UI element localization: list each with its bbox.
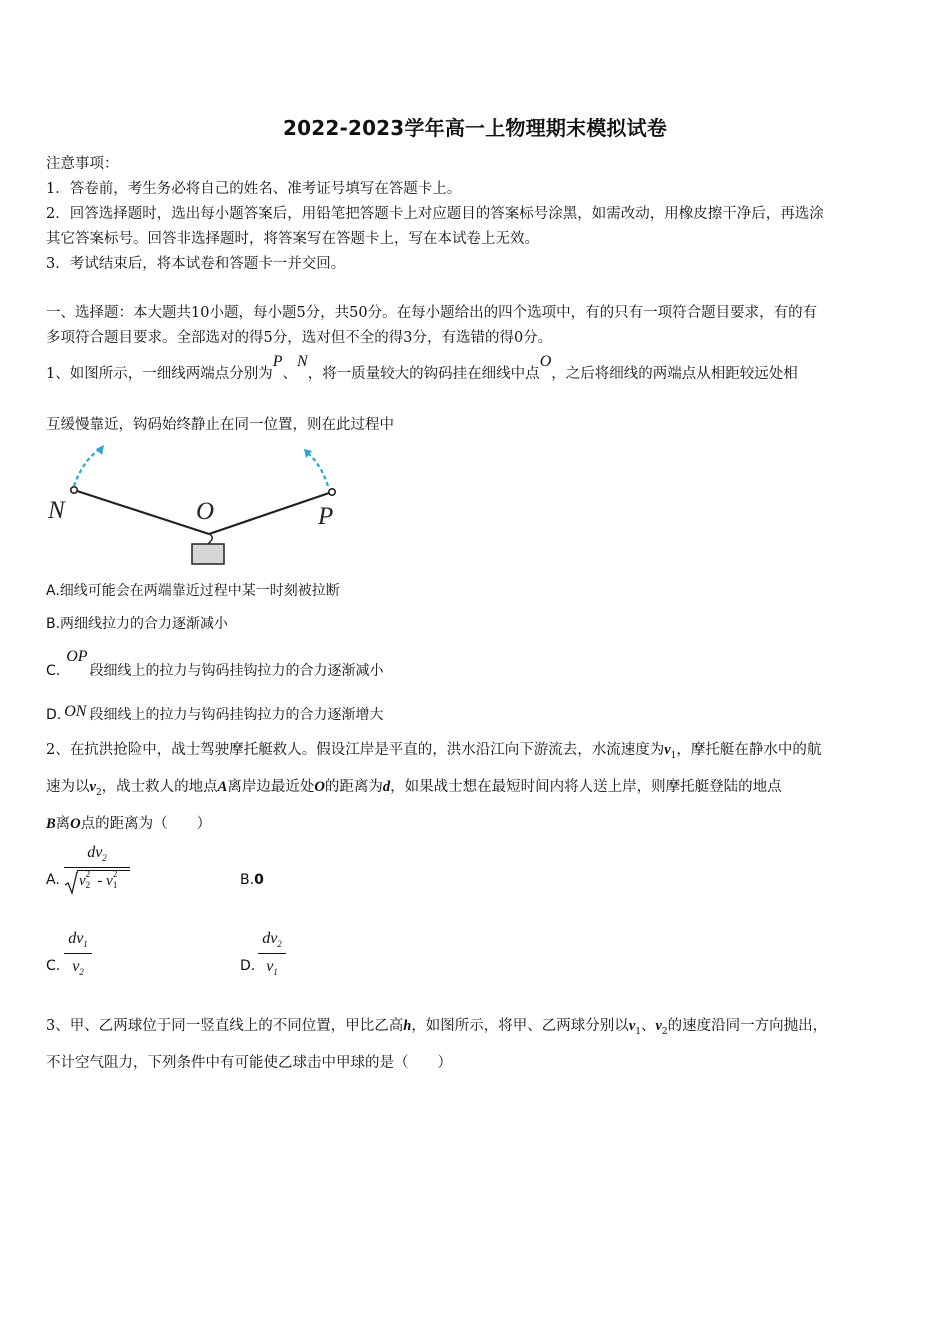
q2-option-d-fraction: $dv_2$ $v_1$ — [258, 930, 286, 977]
q2-v2: v — [89, 779, 96, 795]
q2-text-1b: ，摩托艇在静水中的航 — [676, 742, 822, 758]
section-intro-2: 多项符合题目要求。全部选对的得5分，选对但不全的得3分，有选错的得0分。 — [46, 330, 553, 346]
left-arrowhead-icon — [96, 445, 104, 455]
q1-symbol-n: N — [297, 353, 308, 370]
q3-stem-line-2: 不计空气阻力，下列条件中有可能使乙球击中甲球的是（ ） — [46, 1055, 452, 1071]
q2-stem-line-1 — [46, 738, 908, 761]
q2-v2-sub: 2 — [95, 787, 102, 798]
notice-item-2a: 2．回答选择题时，选出每小题答案后，用铅笔把答题卡上对应题目的答案标号涂黑，如需改动，用橡皮擦干净后，再选涂 — [46, 206, 824, 222]
root-minus: - — [93, 873, 107, 889]
q1-text-a: 1、如图所示，一细线两端点分别为 — [46, 366, 273, 382]
q1-text-b: ，将一质量较大的钩码挂在细线中点 — [307, 366, 540, 382]
q2-v1: v — [664, 742, 671, 758]
q1-text-c: ，之后将细线的两端点从相距较远处相 — [551, 366, 798, 382]
q1-option-a: A.细线可能会在两端靠近过程中某一时刻被拉断 — [46, 583, 340, 599]
q1-sep: 、 — [282, 366, 298, 382]
q1-option-d-symbol: ON — [64, 703, 87, 720]
sqrt-sign-icon — [64, 871, 78, 895]
q2-point-b: B — [46, 816, 56, 832]
q2-stem-line-2 — [46, 775, 908, 798]
page-title: 2022-2023学年高一上物理期末模拟试卷 — [282, 116, 668, 140]
right-arrowhead-icon — [304, 449, 312, 458]
root-v1-scripts: 2 1 — [112, 869, 118, 890]
q2-point-o-2: O — [70, 816, 81, 832]
q2-point-a: A — [217, 779, 228, 795]
q2-option-b-value: 0 — [254, 872, 264, 888]
q2-option-a-label: A. — [46, 872, 60, 888]
q2-point-o: O — [314, 779, 325, 795]
notice-item-1: 1．答卷前，考生务必将自己的姓名、准考证号填写在答题卡上。 — [46, 181, 462, 197]
q2-text-3a: 离 — [55, 816, 71, 832]
q1-option-d-text: 段细线上的拉力与钩码挂钩拉力的合力逐渐增大 — [89, 707, 384, 723]
string-right — [209, 492, 332, 534]
label-n: N — [48, 497, 65, 524]
q1-figure — [44, 440, 354, 568]
q3-v2-sub: 2 — [661, 1026, 668, 1037]
section-intro-1: 一、选择题：本大题共10小题，每小题5分，共50分。在每小题给出的四个选项中，有的只有一项符合题目要求，有的有 — [46, 305, 818, 321]
end-point-n — [71, 487, 77, 493]
q3-v1: v — [628, 1018, 636, 1034]
weight-block — [192, 544, 224, 564]
q1-option-d — [46, 704, 908, 724]
end-point-p — [329, 489, 335, 495]
notice-item-3: 3．考试结束后，将本试卷和答题卡一并交回。 — [46, 256, 346, 272]
q3-text-1b: ，如图所示，将甲、乙两球分别以 — [411, 1018, 629, 1034]
q2-text-3b: 点的距离为（ ） — [80, 816, 212, 832]
q2-option-c-label: C. — [46, 958, 61, 974]
q1-option-c-label: C. — [46, 663, 61, 679]
q3-text-1d: 的速度沿同一方向抛出， — [667, 1018, 828, 1034]
q3-sep: 、 — [640, 1018, 656, 1034]
q1-symbol-o: O — [539, 353, 552, 370]
q1-option-c — [46, 648, 908, 680]
q2-v1-sub: 1 — [670, 750, 677, 761]
q2-stem-line-3 — [46, 812, 908, 833]
notice-heading: 注意事项： — [46, 156, 119, 172]
q2-option-a-fraction — [64, 844, 130, 896]
q1-stem-line-2: 互缓慢靠近，钩码始终静止在同一位置，则在此过程中 — [46, 417, 394, 433]
q3-text-1a: 3、甲、乙两球位于同一竖直线上的不同位置，甲比乙高 — [46, 1018, 404, 1034]
q2-text-2d: 的距离为 — [324, 779, 383, 795]
q1-symbol-p: P — [272, 353, 283, 370]
q1-option-c-symbol: OP — [66, 648, 88, 665]
q3-v1-sub: 1 — [635, 1026, 641, 1037]
q1-option-b: B.两细线拉力的合力逐渐减小 — [46, 616, 229, 632]
q2-option-b — [240, 872, 264, 888]
q2-distance-d: d — [382, 779, 391, 795]
right-motion-arrow-icon — [306, 452, 328, 486]
q2-text-2c: 离岸边最近处 — [227, 779, 315, 795]
q2-text-2a: 速为以 — [46, 779, 90, 795]
q1-option-d-label: D. — [46, 707, 62, 723]
q1-stem-line-1 — [46, 353, 908, 383]
hook-icon — [208, 534, 212, 544]
notice-item-2b: 其它答案标号。回答非选择题时，将答案写在答题卡上，写在本试卷上无效。 — [46, 231, 539, 247]
root-v1: v — [106, 873, 113, 889]
q2-option-a-numerator: $dv_2$ — [87, 844, 107, 864]
label-o: O — [196, 498, 215, 525]
q2-text-2e: ，如果战士想在最短时间内将人送上岸，则摩托艇登陆的地点 — [390, 779, 782, 795]
q1-option-c-text: 段细线上的拉力与钩码挂钩拉力的合力逐渐减小 — [89, 663, 384, 679]
q2-option-d-label: D. — [240, 958, 256, 974]
label-p: P — [318, 503, 334, 530]
q2-text-2b: ，战士救人的地点 — [101, 779, 218, 795]
q3-height-h: h — [403, 1018, 412, 1034]
q2-text-1a: 2、在抗洪抢险中，战士驾驶摩托艇救人。假设江岸是平直的，洪水沿江向下游流去，水流速度为 — [46, 742, 665, 758]
q2-option-c-fraction: $dv_1$ $v_2$ — [64, 930, 92, 977]
root-v2: v — [79, 873, 86, 889]
left-motion-arrow-icon — [74, 448, 102, 486]
q3-stem-line-1 — [46, 1014, 908, 1037]
q3-v2: v — [655, 1018, 662, 1034]
q2-option-a-denominator — [64, 868, 130, 896]
q2-option-b-label: B. — [240, 872, 255, 888]
string-left — [74, 490, 209, 534]
root-v2-scripts: 2 2 — [85, 869, 91, 890]
